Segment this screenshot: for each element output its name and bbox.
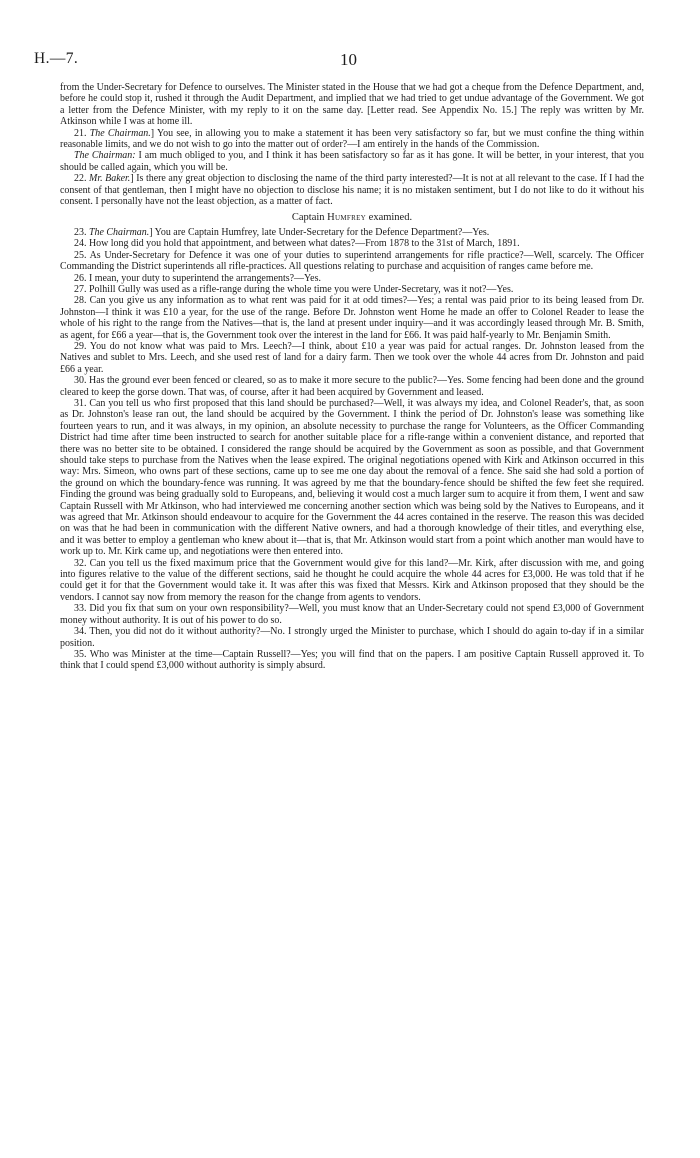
question-number: 27. [74, 283, 87, 295]
qa-text: Can you tell us who first proposed that this land should be purchased?—Well, it was always my idea, and Colonel Reader's, that, as soon as Dr. Johnston's lease ran out, the land should be acquired by the Government. I think the period of Dr. Johnston's lease was something like fourteen years to run, and it was always, in my opinion, an absolute necessity to purchase the range for Volunteers, as the Officer Commanding District had time after time been instructed to search for another suitable place for a rifle-range within a convenient distance, and reported that there was no better site to be obtained. I considered the range should be acquired by the Government as soon as possible, and that Government should take steps to purchase from the Natives when the lease expired. The original negotiations opened with Kirk and Atkinson occurred in this way: Mrs. Simeon, who owns part of these sections, came up to see me one day about the removal of a fence. She said she had sold a portion of the ground on which the boundary-fence was running. It was agreed by me that the boundary-fence should be shifted the few feet she required. Finding the ground was being gradually sold to Europeans, and, believing it would cost a much larger sum to acquire it from them, I went and saw Captain Russell with Mr Atkinson, who had interviewed me concerning another section which was being sold by the Natives to Europeans, and it was agreed that Mr. Atkinson should endeavour to acquire for the Government the 44 acres contained in the reserve. The reason this was decided on was that he had been in communication with the different Native owners, and had a thorough knowledge of their titles, and everything else, and it was better to employ a gentleman who knew about it—that is, that Mr. Atkinson would start from a point which another man would have to work up to. Mr. Kirk came up, and negotiations were then entered into. [60, 397, 644, 558]
paragraph-text: ] You see, in allowing you to make a statement it has been very satisfactory so far, but we must confine the thing within reasonable limits, and we do not wish to go into the matter out of order?—I am entirely in the hands of the Commission. [60, 127, 644, 151]
question-number: 28. [74, 295, 87, 307]
qa-paragraph [60, 250, 644, 273]
heading-prefix: Captain [291, 212, 328, 224]
qa-text: How long did you hold that appointment, and between what dates?—From 1878 to the 31st of March, 1891. [88, 238, 520, 250]
paragraph-text: I am much obliged to you, and I think it has been satisfactory so far as it has gone. It will be better, in your interest, that you should be called again, which you will be. [60, 150, 644, 173]
question-number: 29. [74, 340, 87, 352]
qa-text: Can you give us any information as to what rent was paid for it at odd times?—Yes; a rental was paid prior to its being leased from Dr. Johnston—I think it was £10 a year, for the use of the range. Before Dr. Johnston went Home he made an offer to Colonel Reader to lease the whole of his right to the range from the Natives—that is, the land at present under inquiry—and it was accordingly leased through Mr. B. Smith, as agent, for £66 a year—that is, the Government took over the interest in the land for £66. It was paid half-yearly to Mr. Benjamin Smith. [60, 295, 644, 341]
question-number: 35. [74, 648, 87, 660]
qa-text: ] You are Captain Humfrey, late Under-Secretary for the Defence Department?—Yes. [149, 226, 490, 238]
question-number: 32. [74, 557, 87, 569]
qa-text: Polhill Gully was used as a rifle-range during the whole time you were Under-Secretary, was it not?—Yes. [88, 283, 514, 295]
qa-paragraph [60, 375, 644, 398]
qa-text: As Under-Secretary for Defence it was one of your duties to superintend arrangements for rifle practice?—Well, scarcely. The Officer Commanding the District superintends all rifle-practices. All questions relating to purchase and acquisition of ranges came before me. [60, 249, 644, 273]
question-number: 26. [74, 272, 87, 284]
qa-text: Has the ground ever been fenced or cleared, so as to make it more secure to the public?—Yes. Some fencing had been done and the ground cleared to keep the gorse down. That was, of course, after it had been acquired by Government and leased. [60, 375, 644, 398]
qa-text: Who was Minister at the time—Captain Russell?—Yes; you will find that on the papers. I am positive Captain Russell approved it. To think that I could spend £3,000 without authority is simply absurd. [60, 648, 645, 672]
qa-paragraph [60, 227, 644, 238]
question-number: 25. [74, 249, 87, 261]
qa-text: I mean, your duty to superintend the arrangements?—Yes. [88, 272, 321, 284]
qa-paragraph [60, 649, 644, 672]
qa-text: Can you tell us the fixed maximum price that the Government would give for this land?—Mr. Kirk, after discussion with me, and going into figures relative to the value of the different sections, said he thought he could acquire the whole 44 acres for £3,000. He was told that if he could get it for that the Government would take it. It was after this was fixed that Messrs. Kirk and Atkinson proposed that they should be the vendors. I cannot say now from memory the reason for the change from agents to vendors. [60, 557, 644, 603]
qa-paragraph [60, 238, 644, 249]
question-number: 22. [74, 173, 87, 185]
qa-paragraph [60, 398, 644, 558]
qa-paragraph [60, 603, 644, 626]
paragraph [60, 82, 644, 128]
witness-name: Humfrey [327, 212, 367, 224]
speaker-label: The Chairman: [74, 150, 136, 162]
speaker-label: Mr. Baker. [89, 173, 131, 185]
qa-text: You do not know what was paid to Mrs. Leech?—I think, about £10 a year was paid for actual ranges. Dr. Johnston leased from the Natives and sublet to Mrs. Leech, and she used rest of land for a dairy farm. Then we took over the whole 44 acres from Dr. Johnston and paid £66 a year. [60, 340, 644, 375]
qa-paragraph [60, 558, 644, 604]
page-header-reference: H.—7. [34, 50, 79, 67]
page-number: 10 [340, 50, 357, 69]
qa-paragraph [60, 626, 644, 649]
qa-paragraph [60, 273, 644, 284]
section-heading [60, 212, 644, 223]
paragraph [60, 173, 644, 207]
question-number: 33. [74, 603, 87, 615]
qa-paragraph [60, 295, 644, 341]
question-number: 24. [74, 238, 87, 250]
qa-paragraph [60, 341, 644, 375]
paragraph [60, 150, 644, 173]
speaker-label: The Chairman. [89, 127, 151, 139]
qa-paragraph [60, 284, 644, 295]
question-number: 21. [74, 127, 87, 139]
heading-suffix: examined. [366, 212, 413, 224]
paragraph [60, 128, 644, 151]
speaker-label: The Chairman. [88, 226, 150, 238]
question-number: 34. [74, 626, 87, 638]
qa-text: Did you fix that sum on your own responsibility?—Well, you must know that an Under-Secretary could not spend £3,000 of Government money without authority. It is out of his power to do so. [60, 603, 644, 626]
paragraph-text: ] Is there any great objection to disclosing the name of the third party interested?—It is not at all relevant to the case. If I had the consent of that gentleman, then I might have no objection to disclose his name; it is no mistaken sentiment, but I do not like to do it without his consent. I personally have not the least objection, as a matter of fact. [60, 173, 644, 208]
question-number: 30. [74, 375, 87, 387]
qa-text: Then, you did not do it without authority?—No. I strongly urged the Minister to purchase, which I should do again to-day if in a similar position. [60, 626, 644, 649]
paragraph-text: from the Under-Secretary for Defence to ourselves. The Minister stated in the House that we had got a cheque from the Defence Department, and, before he could stop it, rushed it through the Audit Department, and implied that we had tried to get undue advantage of the Government. We got a letter from the Defence Minister, with my reply to it on the same day. [Letter read. See Appendix No. 15.] The reply was written by Mr. Atkinson while I was at home ill. [60, 82, 644, 128]
question-number: 23. [74, 226, 87, 238]
document-body [60, 82, 644, 672]
question-number: 31. [74, 397, 87, 409]
